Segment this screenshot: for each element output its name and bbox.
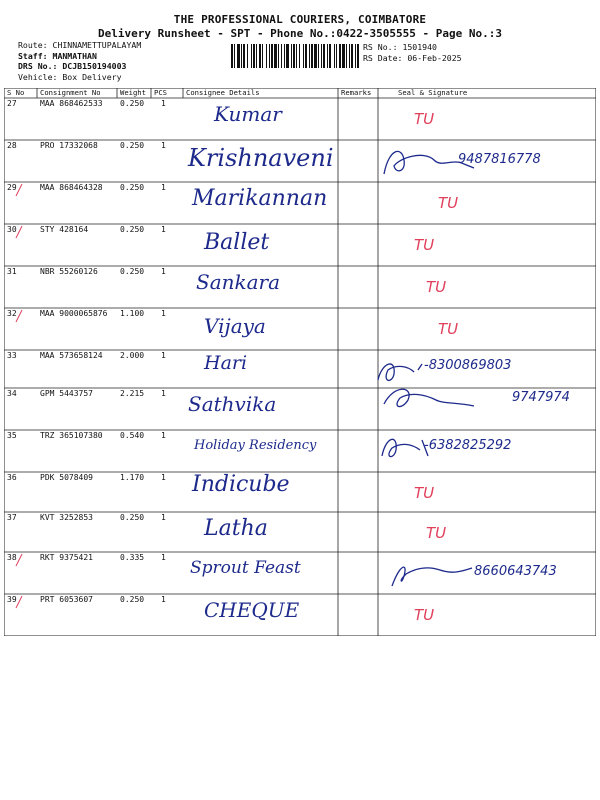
header-sno: S No — [7, 88, 25, 97]
drs-line — [18, 61, 141, 72]
row-30-consignee: Ballet — [204, 230, 270, 255]
runsheet-table — [4, 88, 596, 636]
row-31-consignee: Sankara — [196, 270, 281, 294]
row-32-consignment-no: MAA 9000065876 — [40, 309, 108, 318]
header-seal: Seal & Signature — [398, 88, 468, 97]
vehicle-value: Box Delivery — [62, 71, 122, 82]
row-39-weight: 0.250 — [120, 595, 145, 604]
row-32-consignee: Vijaya — [204, 314, 266, 338]
row-28-pcs: 1 — [161, 141, 166, 150]
row-34-pcs: 1 — [161, 389, 166, 398]
row-36-seal: TU — [414, 484, 435, 502]
row-31-sno: 31 — [7, 267, 17, 276]
row-37-sno: 37 — [7, 513, 17, 522]
drs-label: DRS No.: — [18, 61, 58, 71]
row-29-weight: 0.250 — [120, 183, 145, 192]
row-33-signature — [378, 364, 422, 380]
row-34-sno: 34 — [7, 389, 17, 398]
runsheet-meta-right — [363, 42, 462, 63]
rs-date-value: 06-Feb-2025 — [407, 52, 462, 63]
row-33-consignment-no: MAA 573658124 — [40, 351, 103, 360]
row-30-seal: TU — [414, 236, 435, 254]
row-35-consignment-no: TRZ 365107380 — [40, 431, 103, 440]
route-line — [18, 40, 141, 51]
staff-value: MANMATHAN — [52, 50, 97, 61]
row-31-seal: TU — [426, 278, 447, 296]
rs-no-value: 1501940 — [402, 42, 437, 52]
row-30-weight: 0.250 — [120, 225, 145, 234]
row-39-sno: 39 — [7, 595, 17, 604]
row-31-weight: 0.250 — [120, 267, 145, 276]
row-38-phone: 8660643743 — [474, 564, 557, 579]
row-28-phone: 9487816778 — [458, 152, 541, 167]
row-28-sno: 28 — [7, 141, 17, 150]
row-30-pcs: 1 — [161, 225, 166, 234]
row-29-seal: TU — [438, 194, 459, 212]
row-27-weight: 0.250 — [120, 99, 145, 108]
row-30-consignment-no: STY 428164 — [40, 225, 89, 234]
row-27-consignment-no: MAA 868462533 — [40, 99, 103, 108]
row-31-consignment-no: NBR 55260126 — [40, 267, 98, 276]
row-37-consignment-no: KVT 3252853 — [40, 513, 93, 522]
rs-date-line — [363, 53, 462, 64]
row-34-weight: 2.215 — [120, 389, 145, 398]
row-27-consignee: Kumar — [214, 102, 282, 126]
row-28-consignee: Krishnaveni — [188, 144, 334, 172]
row-35-sno: 35 — [7, 431, 17, 440]
row-38-consignment-no: RKT 9375421 — [40, 553, 93, 562]
runsheet-subtitle — [0, 27, 600, 40]
row-35-consignee: Holiday Residency — [194, 438, 317, 453]
runsheet-meta-left — [18, 40, 141, 82]
row-38-signature — [392, 567, 472, 586]
row-33-sno: 33 — [7, 351, 17, 360]
row-36-sno: 36 — [7, 473, 17, 482]
header-consignee: Consignee Details — [186, 88, 260, 97]
row-28-consignment-no: PRO 17332068 — [40, 141, 98, 150]
subtitle-text: Delivery Runsheet - SPT - Phone No.:0422-3505555 - Page No.:3 — [98, 27, 502, 40]
row-36-consignment-no: PDK 5078409 — [40, 473, 93, 482]
route-label: Route: — [18, 40, 48, 50]
row-32-pcs: 1 — [161, 309, 166, 318]
row-36-weight: 1.170 — [120, 473, 145, 482]
row-30-sno: 30 — [7, 225, 17, 234]
row-27-pcs: 1 — [161, 99, 166, 108]
row-38-weight: 0.335 — [120, 553, 145, 562]
rs-date-label: RS Date: — [363, 52, 403, 63]
row-27-seal: TU — [414, 110, 435, 128]
row-34-phone: 9747974 — [512, 390, 570, 405]
row-37-consignee: Latha — [204, 516, 268, 541]
row-39-pcs: 1 — [161, 595, 166, 604]
row-35-weight: 0.540 — [120, 431, 145, 440]
row-35-pcs: 1 — [161, 431, 166, 440]
staff-label: Staff: — [18, 50, 48, 61]
row-37-pcs: 1 — [161, 513, 166, 522]
header-weight: Weight — [120, 88, 146, 97]
row-39-consignee: CHEQUE — [204, 598, 300, 622]
row-29-pcs: 1 — [161, 183, 166, 192]
vehicle-label: Vehicle: — [18, 71, 58, 82]
rs-no-label: RS No.: — [363, 42, 398, 52]
row-38-sno: 38 — [7, 553, 17, 562]
row-34-signature — [384, 389, 474, 406]
row-36-consignee: Indicube — [192, 472, 290, 497]
row-34-consignment-no: GPM 5443757 — [40, 389, 93, 398]
row-29-sno: 29 — [7, 183, 17, 192]
row-32-weight: 1.100 — [120, 309, 145, 318]
row-39-seal: TU — [414, 606, 435, 624]
vehicle-line — [18, 72, 141, 83]
row-27-sno: 27 — [7, 99, 17, 108]
barcode-image — [231, 44, 359, 68]
row-37-seal: TU — [426, 524, 447, 542]
row-28-weight: 0.250 — [120, 141, 145, 150]
drs-value: DCJB150194003 — [62, 61, 127, 71]
row-39-consignment-no: PRT 6053607 — [40, 595, 93, 604]
row-33-pcs: 1 — [161, 351, 166, 360]
row-33-consignee: Hari — [204, 352, 248, 374]
rs-no-line — [363, 42, 462, 53]
route-value: CHINNAMETTUPALAYAM — [52, 40, 142, 50]
row-29-consignment-no: MAA 868464328 — [40, 183, 103, 192]
row-38-pcs: 1 — [161, 553, 166, 562]
row-35-signature — [382, 439, 428, 456]
row-37-weight: 0.250 — [120, 513, 145, 522]
row-35-phone: -6382825292 — [424, 438, 512, 453]
row-38-consignee: Sprout Feast — [190, 558, 301, 578]
row-36-pcs: 1 — [161, 473, 166, 482]
header-remarks: Remarks — [341, 88, 372, 97]
header-pcs: PCS — [154, 88, 167, 97]
row-33-weight: 2.000 — [120, 351, 145, 360]
row-33-phone: -8300869803 — [424, 358, 512, 373]
row-34-consignee: Sathvika — [188, 392, 277, 416]
company-name: THE PROFESSIONAL COURIERS, COIMBATORE — [173, 13, 427, 26]
row-31-pcs: 1 — [161, 267, 166, 276]
header-consignment: Consignment No — [40, 88, 101, 97]
row-32-seal: TU — [438, 320, 459, 338]
row-29-consignee: Marikannan — [192, 186, 328, 211]
staff-line — [18, 51, 141, 62]
row-32-sno: 32 — [7, 309, 17, 318]
